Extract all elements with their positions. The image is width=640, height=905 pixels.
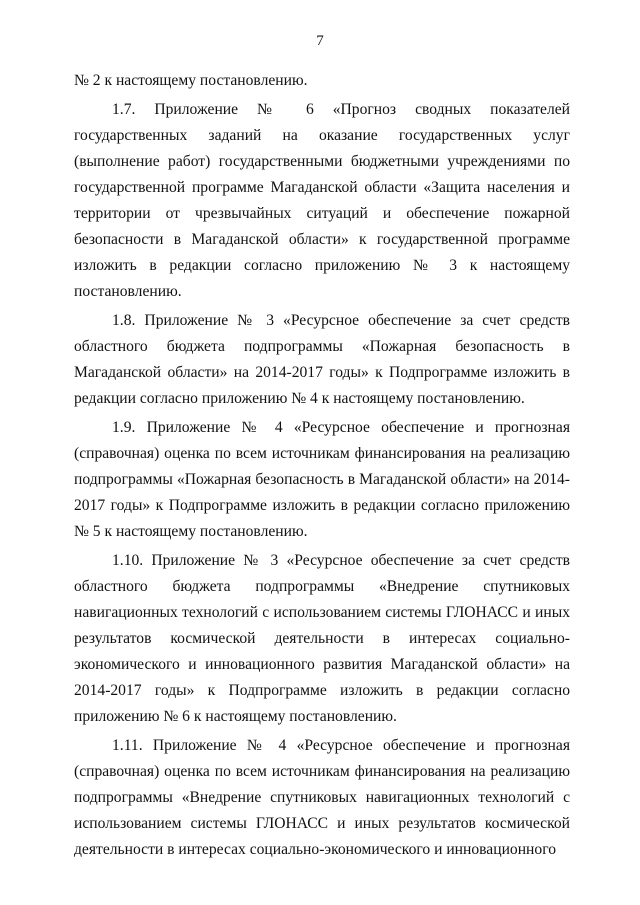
paragraph-continuation: № 2 к настоящему постановлению. — [74, 72, 308, 89]
paragraph-1-8: 1.8. Приложение № 3 «Ресурсное обеспечение за счет средств областного бюджета подпрограммы «Пожарная безопасность в Магаданской области» на 2014-2017 годы» к Подпрограмме изложить в редакции согласно приложению № 4 к настоящему постановлению. — [74, 311, 570, 408]
paragraph-1-11: 1.11. Приложение № 4 «Ресурсное обеспечение и прогнозная (справочная) оценка по всем источникам финансирования на реализацию подпрограммы «Внедрение спутниковых навигационных технологий с использованием системы ГЛОНАСС и иных результатов космической деятельности в интересах социально-экономического и инновационного — [74, 736, 570, 859]
paragraph-1-10: 1.10. Приложение № 3 «Ресурсное обеспечение за счет средств областного бюджета подпрограммы «Внедрение спутниковых навигационных технологий с использованием системы ГЛОНАСС и иных результатов космической деятельности в интересах социально-экономического и инновационного развития Магаданской области» на 2014-2017 годы» к Подпрограмме изложить в редакции согласно приложению № 6 к настоящему постановлению. — [74, 551, 570, 726]
paragraph-1-9: 1.9. Приложение № 4 «Ресурсное обеспечение и прогнозная (справочная) оценка по всем источникам финансирования на реализацию подпрограммы «Пожарная безопасность в Магаданской области» на 2014-2017 годы» к Подпрограмме изложить в редакции согласно приложению № 5 к настоящему постановлению. — [74, 418, 570, 541]
body-text — [74, 68, 570, 866]
page-number: 7 — [316, 33, 324, 49]
paragraph-1-7: 1.7. Приложение № 6 «Прогноз сводных показателей государственных заданий на оказание государственных услуг (выполнение работ) государственными бюджетными учреждениями по государственной программе Магаданской области «Защита населения и территории от чрезвычайных ситуаций и обеспечение пожарной безопасности в Магаданской области» к государственной программе изложить в редакции согласно приложению № 3 к настоящему постановлению. — [74, 100, 570, 301]
